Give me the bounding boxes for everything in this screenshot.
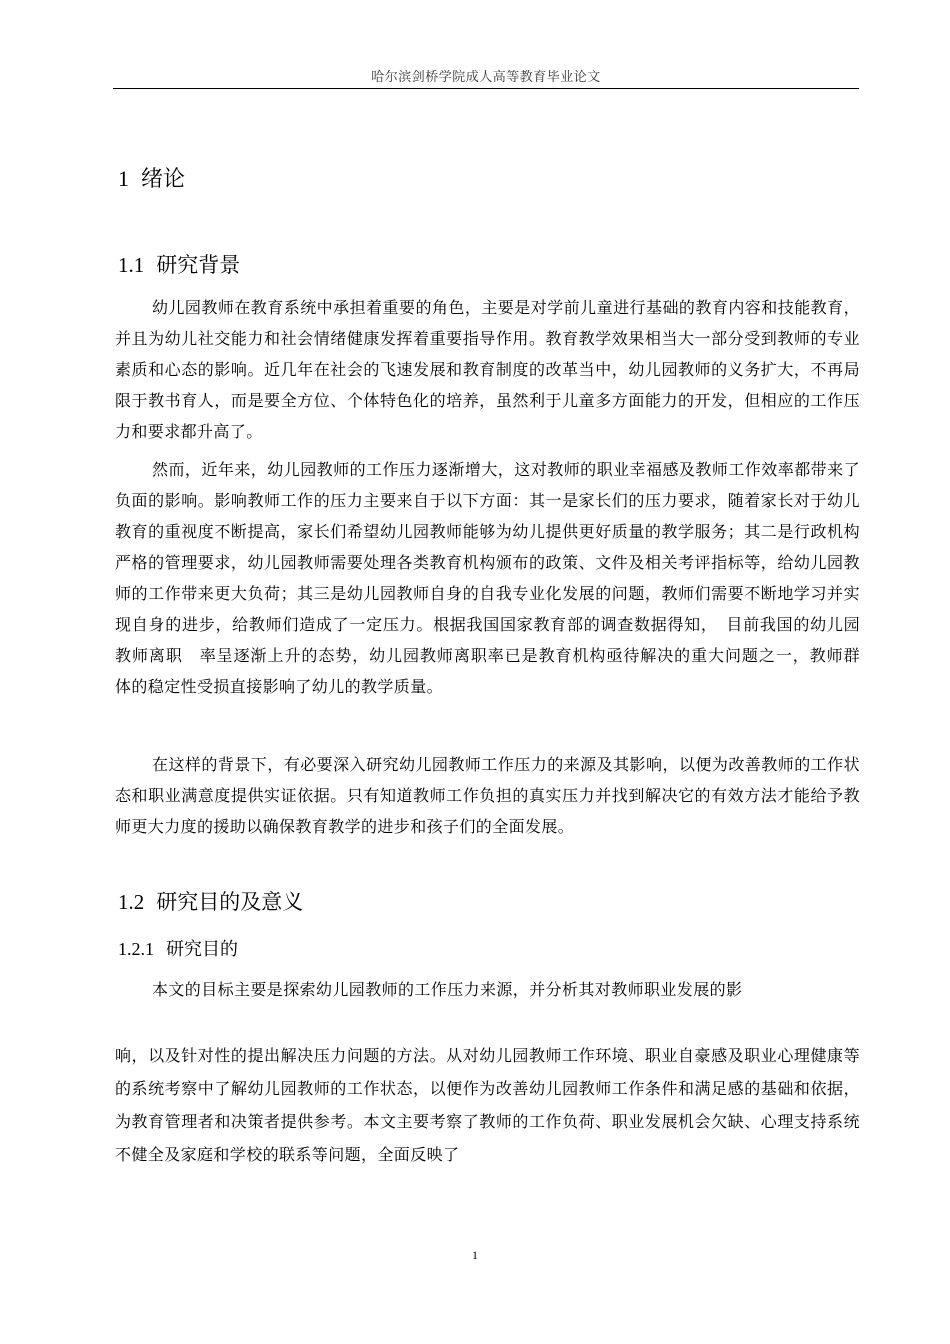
section-title: 研究目的及意义 [156,890,304,914]
section-title: 研究背景 [156,253,241,277]
section-number: 1.1 [118,253,145,277]
purpose-paragraph-rest: 响，以及针对性的提出解决压力问题的方法。从对幼儿园教师工作环境、职业自豪感及职业心理健康等的系统考察中了解幼儿园教师的工作状态，以便作为改善幼儿园教师工作条件和满足感的基础和依据，为教育管理者和决策者提供参考。本文主要考察了教师的工作负荷、职业发展机会欠缺、心理支持系统不健全及家庭和学校的联系等问题，全面反映了 [115,1046,860,1164]
section-heading-1-1 [118,249,240,279]
subsection-number: 1.2.1 [118,939,154,959]
background-paragraph-3: 在这样的背景下，有必要深入研究幼儿园教师工作压力的来源及其影响，以便为改善教师的工作状态和职业满意度提供实证依据。只有知道教师工作负担的真实压力并找到解决它的有效方法才能给予教师更大力度的援助以确保教育教学的进步和孩子们的全面发展。 [115,755,860,836]
chapter-heading [118,162,185,193]
subsection-title: 研究目的 [166,939,238,960]
header-rule [113,88,859,89]
chapter-number: 1 [118,166,129,191]
running-header: 哈尔滨剑桥学院成人高等教育毕业论文 [371,70,601,85]
subsection-heading-1-2-1 [118,935,238,961]
section-heading-1-2 [118,886,303,916]
purpose-paragraph [115,973,860,1171]
background-paragraph-1: 幼儿园教师在教育系统中承担着重要的角色，主要是对学前儿童进行基础的教育内容和技能教育，并且为幼儿社交能力和社会情绪健康发挥着重要指导作用。教育教学效果相当大一部分受到教师的专业素质和心态的影响。近几年在社会的飞速发展和教育制度的改革当中，幼儿园教师的义务扩大，不再局限于教书育人，而是要全方位、个体特色化的培养，虽然利于儿童多方面能力的开发，但相应的工作压力和要求都升高了。 [115,298,860,441]
background-paragraph-2: 然而，近年来，幼儿园教师的工作压力逐渐增大，这对教师的职业幸福感及教师工作效率都带来了负面的影响。影响教师工作的压力主要来自于以下方面：其一是家长们的压力要求，随着家长对于幼儿教育的重视度不断提高，家长们希望幼儿园教师能够为幼儿提供更好质量的教学服务；其二是行政机构严格的管理要求，幼儿园教师需要处理各类教育机构颁布的政策、文件及相关考评指标等，给幼儿园教师的工作带来更大负荷；其三是幼儿园教师自身的自我专业化发展的问题，教师们需要不断地学习并实现自身的进步，给教师们造成了一定压力。根据我国国家教育部的调查数据得知， 目前我国的幼儿园教师离职 率呈逐渐上升的态势，幼儿园教师离职率已是教育机构亟待解决的重大问题之一，教师群 体的稳定性受损直接影响了幼儿的教学质量。 [115,460,877,696]
section-number: 1.2 [118,890,145,914]
page-number: 1 [472,1248,478,1262]
purpose-paragraph-line-1: 本文的目标主要是探索幼儿园教师的工作压力来源，并分析其对教师职业发展的影 [152,980,743,999]
chapter-title: 绪论 [141,167,186,192]
